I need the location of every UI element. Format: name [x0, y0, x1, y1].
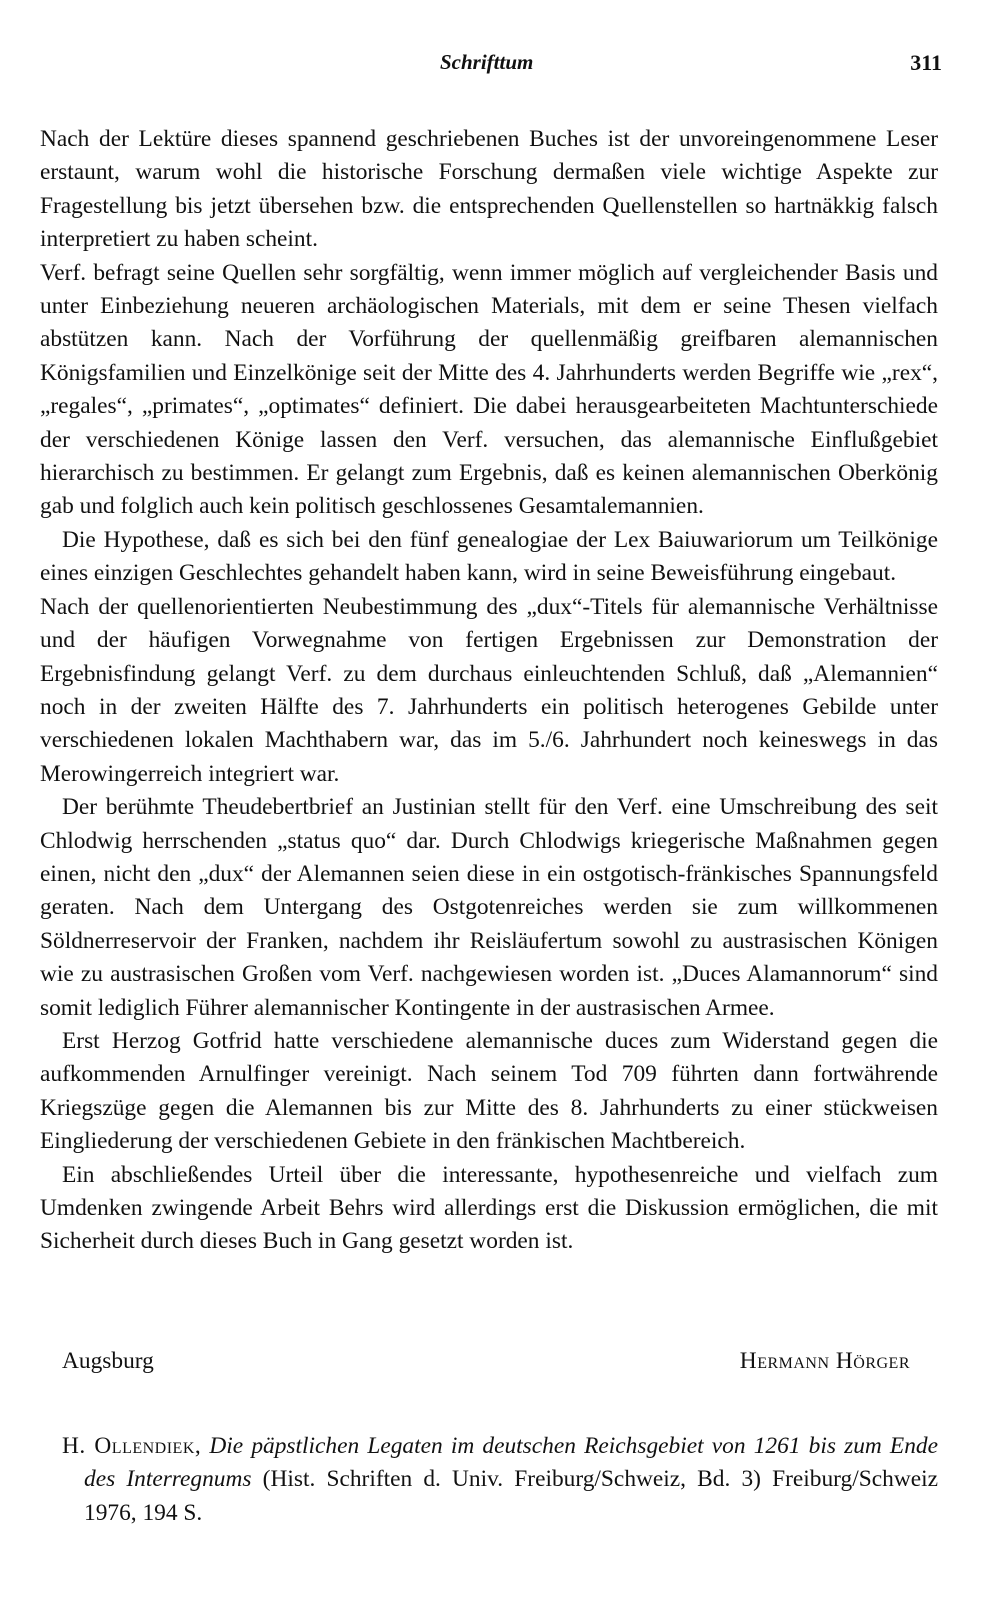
review-paragraph: Nach der Lektüre dieses spannend geschriebenen Buches ist der unvoreingenommene Leser erstaunt, warum wohl die historische Forschung dermaßen viele wichtige Aspekte zur Fragestellung bis jetzt übersehen bzw. die entsprechenden Quellenstellen so hartnäkkig falsch interpretiert zu haben scheint.: [40, 126, 938, 253]
next-bibliographic-entry: [62, 1430, 938, 1530]
review-paragraph: Erst Herzog Gotfrid hatte verschiedene alemannische duces zum Widerstand gegen die aufkommenden Arnulfinger vereinigt. Nach seinem Tod 709 führten dann fortwährende Kriegszüge gegen die Alemannen bis zur Mitte des 8. Jahrhunderts zu einer stückweisen Eingliederung der verschiedenen Gebiete in den fränkischen Machtbereich.: [40, 1027, 938, 1155]
reviewer-name: Hermann Hörger: [739, 1348, 910, 1374]
entry-details: (Hist. Schriften d. Univ. Freiburg/Schweiz, Bd. 3) Freiburg/Schweiz 1976, 194 S.: [84, 1466, 938, 1526]
review-paragraph: Der berühmte Theudebertbrief an Justinian stellt für den Verf. eine Umschreibung des seit Chlodwig herrschenden „status quo“ dar. Durch Chlodwigs kriegerische Maßnahmen gegen einen, nicht den „dux“ der Alemannen seien diese in ein ostgotisch-fränkisches Spannungsfeld geraten. Nach dem Untergang des Ostgotenreiches werden sie zum willkommenen Söldnerreservoir der Franken, nachdem ihr Reisläufertum sowohl zu austrasischen Königen wie zu austrasischen Großen vom Verf. nachgewiesen worden ist. „Duces Alamannorum“ sind somit lediglich Führer alemannischer Kontingente in der austrasischen Armee.: [40, 794, 938, 1021]
review-paragraph: Verf. befragt seine Quellen sehr sorgfältig, wenn immer möglich auf vergleichender Basis und unter Einbeziehung neueren archäologischen Materials, mit dem er seine Thesen vielfach abstützen kann. Nach der Vorführung der quellenmäßig greifbaren alemannischen Königsfamilien und Einzelkönige seit der Mitte des 4. Jahrhunderts werden Begriffe wie „rex“, „regales“, „primates“, „optimates“ definiert. Die dabei herausgearbeiteten Machtunterschiede der verschiedenen Könige lassen den Verf. versuchen, das alemannische Einflußgebiet hierarchisch zu bestimmen. Er gelangt zum Ergebnis, daß es keinen alemannischen Oberkönig gab und folglich auch kein politisch geschlossenes Gesamtalemannien.: [40, 259, 938, 520]
review-paragraph: Ein abschließendes Urteil über die interessante, hypothesenreiche und vielfach zum Umdenken zwingende Arbeit Behrs wird allerdings erst die Diskussion ermöglichen, die mit Sicherheit durch dieses Buch in Gang gesetzt worden ist.: [40, 1161, 938, 1255]
running-title: Schrifttum: [440, 50, 534, 74]
page-number: 311: [910, 50, 942, 75]
review-body: [40, 123, 938, 1259]
running-head: [0, 50, 1000, 80]
review-paragraph: Nach der quellenorientierten Neubestimmung des „dux“-Titels für alemannische Verhältnisse und der häufigen Vorwegnahme von fertigen Ergebnissen zur Demonstration der Ergebnisfindung gelangt Verf. zu dem durchaus einleuchtenden Schluß, daß „Alemannien“ noch in der zweiten Hälfte des 7. Jahrhunderts ein politisch heterogenes Gebilde unter verschiedenen lokalen Machthabern war, das im 5./6. Jahrhundert noch keineswegs in das Merowingerreich integriert war.: [40, 593, 938, 787]
review-paragraph: Die Hypothese, daß es sich bei den fünf genealogiae der Lex Baiuwariorum um Teilkönige eines einzigen Geschlechtes gehandelt haben kann, wird in seine Beweisführung eingebaut.: [40, 526, 938, 587]
entry-author: H. Ollendiek,: [62, 1433, 202, 1459]
review-signature: [62, 1348, 910, 1382]
review-place: Augsburg: [62, 1348, 154, 1374]
entry-title: Die päpstlichen Legaten im deutschen Reichsgebiet von 1261 bis zum Ende des Interregnums: [84, 1433, 938, 1493]
